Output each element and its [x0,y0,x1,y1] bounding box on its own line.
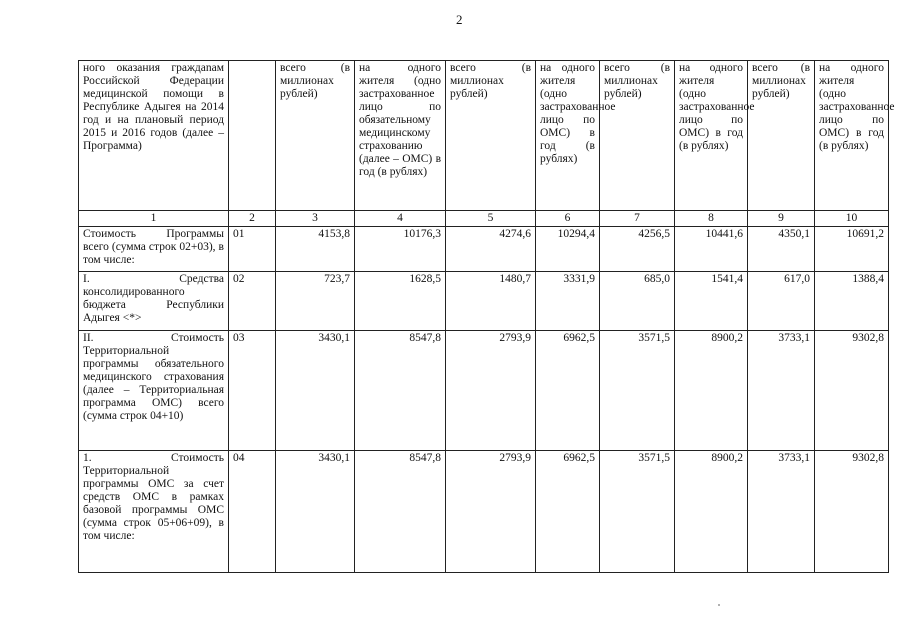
header-total-col-7: всего (в миллионах рублей) [600,61,675,211]
header-per-capita-col-6: на одного жителя (одно застрахованное лицо по ОМС) в год (в рублях) [536,61,600,211]
table-row [79,272,889,331]
value-cell: 4350,1 [748,227,815,272]
value-cell: 3430,1 [276,451,355,573]
header-total-col-3: всего (в миллионах рублей) [276,61,355,211]
value-cell: 3571,5 [600,331,675,451]
table-row [79,451,889,573]
value-cell: 3331,9 [536,272,600,331]
value-cell: 2793,9 [446,451,536,573]
value-cell: 3430,1 [276,331,355,451]
value-cell: 4153,8 [276,227,355,272]
row-label: I. Средства консолидированного бюджета Республики Адыгея <*> [79,272,229,331]
value-cell: 723,7 [276,272,355,331]
header-per-capita-col-10: на одного жителя (одно застрахованное лицо по ОМС) в год (в рублях) [815,61,889,211]
table-row [79,331,889,451]
row-code: 04 [229,451,276,573]
header-total-col-5: всего (в миллионах рублей) [446,61,536,211]
row-code: 02 [229,272,276,331]
column-number: 2 [229,211,276,227]
value-cell: 8900,2 [675,451,748,573]
page-number: 2 [456,12,463,27]
column-number: 6 [536,211,600,227]
value-cell: 2793,9 [446,331,536,451]
value-cell: 10176,3 [355,227,446,272]
value-cell: 1388,4 [815,272,889,331]
value-cell: 8547,8 [355,451,446,573]
value-cell: 9302,8 [815,331,889,451]
column-number-row [79,211,889,227]
value-cell: 8900,2 [675,331,748,451]
row-label: II. Стоимость Территориальной программы обязательного медицинского страхования (далее – Территориальная программа ОМС) всего (сумма строк 04+10) [79,331,229,451]
value-cell: 9302,8 [815,451,889,573]
table-header-row [79,61,889,211]
header-program-description: ного оказания граждаnам Российской Федерации медицинской помощи в Республике Адыгея на 2014 год и на плановый период 2015 и 2016 годов (далее – Программа) [79,61,229,211]
row-code: 03 [229,331,276,451]
value-cell: 10441,6 [675,227,748,272]
value-cell: 6962,5 [536,331,600,451]
value-cell: 617,0 [748,272,815,331]
row-code: 01 [229,227,276,272]
column-number: 5 [446,211,536,227]
column-number: 4 [355,211,446,227]
value-cell: 685,0 [600,272,675,331]
column-number: 8 [675,211,748,227]
value-cell: 8547,8 [355,331,446,451]
value-cell: 4274,6 [446,227,536,272]
value-cell: 6962,5 [536,451,600,573]
value-cell: 10691,2 [815,227,889,272]
value-cell: 1480,7 [446,272,536,331]
value-cell: 3733,1 [748,331,815,451]
value-cell: 3733,1 [748,451,815,573]
table-row [79,227,889,272]
value-cell: 1541,4 [675,272,748,331]
value-cell: 3571,5 [600,451,675,573]
value-cell: 10294,4 [536,227,600,272]
row-label: 1. Стоимость Территориальной программы ОМС за счет средств ОМС в рамках базовой программы ОМС (сумма строк 05+06+09), в том числе: [79,451,229,573]
value-cell: 1628,5 [355,272,446,331]
column-number: 1 [79,211,229,227]
row-label: Стоимость Программы всего (сумма строк 02+03), в том числе: [79,227,229,272]
column-number: 3 [276,211,355,227]
column-number: 7 [600,211,675,227]
column-number: 9 [748,211,815,227]
column-number: 10 [815,211,889,227]
header-per-capita-col-4: на одного жителя (одно застрахованное лицо по обязательному медицинскому страхованию (далее – ОМС) в год (в рублях) [355,61,446,211]
value-cell: 4256,5 [600,227,675,272]
header-code-cell [229,61,276,211]
program-cost-table [78,60,895,573]
header-total-col-9: всего (в миллионах рублей) [748,61,815,211]
scan-speck [718,604,720,606]
header-per-capita-col-8: на одного жителя (одно застрахованное лицо по ОМС) в год (в рублях) [675,61,748,211]
